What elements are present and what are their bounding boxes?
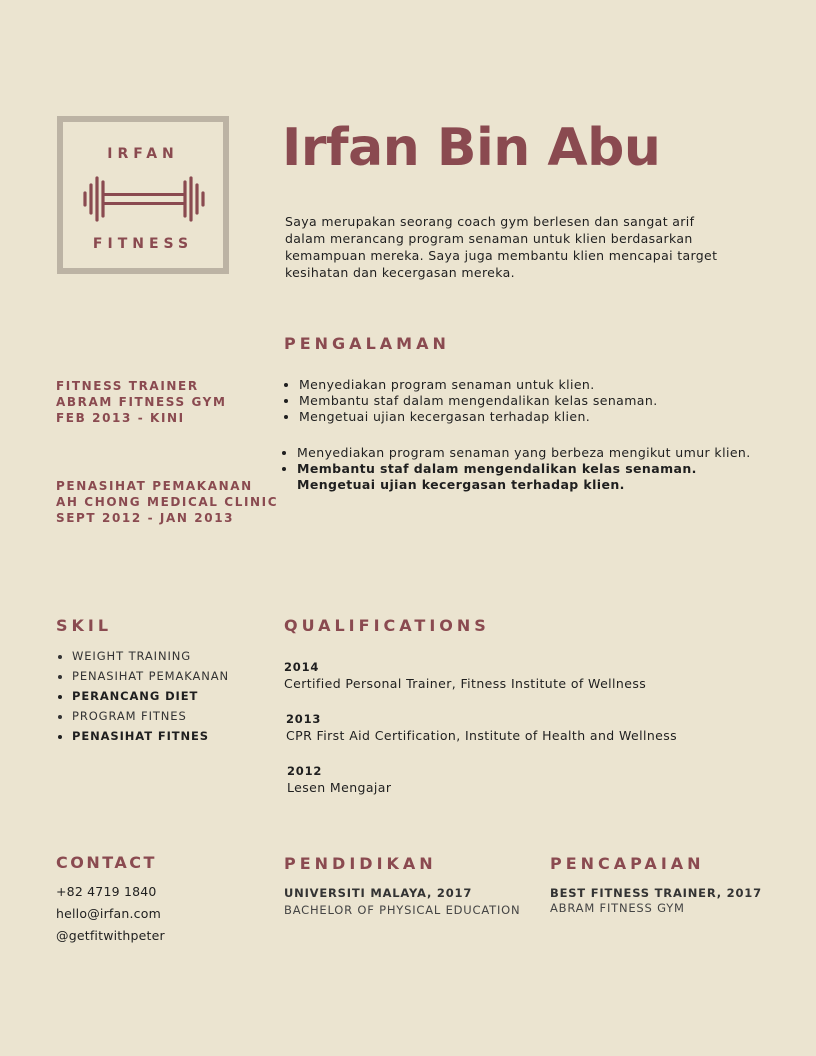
logo bbox=[57, 116, 229, 274]
duty-item: • Mengetuai ujian kecergasan terhadap klien. bbox=[299, 409, 658, 425]
duty-item: • Membantu staf dalam mengendalikan kelas senaman. bbox=[297, 461, 751, 477]
job-2-duties bbox=[282, 445, 751, 493]
qualification-item bbox=[284, 660, 646, 691]
barbell-icon bbox=[81, 176, 207, 222]
job-period: FEB 2013 - KINI bbox=[56, 411, 185, 425]
education-entry bbox=[284, 886, 520, 917]
qualification-text: Certified Personal Trainer, Fitness Institute of Wellness bbox=[284, 676, 647, 691]
contact-social: @getfitwithpeter bbox=[56, 928, 165, 943]
qualification-item bbox=[286, 712, 677, 743]
experience-heading: PENGALAMAN bbox=[284, 334, 450, 353]
achievement-entry bbox=[550, 886, 762, 915]
qualification-year: 2012 bbox=[287, 764, 323, 778]
achievement-title: BEST FITNESS TRAINER, 2017 bbox=[550, 886, 762, 900]
duty-item: • Membantu staf dalam mengendalikan kelas senaman. bbox=[299, 393, 658, 409]
person-name: Irfan Bin Abu bbox=[282, 118, 661, 178]
education-heading: PENDIDIKAN bbox=[284, 854, 437, 873]
qualification-year: 2014 bbox=[284, 660, 320, 674]
qualification-text: Lesen Mengajar bbox=[287, 780, 392, 795]
skill-item: • PENASIHAT PEMAKANAN bbox=[72, 666, 229, 686]
intro-paragraph: Saya merupakan seorang coach gym berlesen dan sangat arif dalam merancang program senaman untuk klien berdasarkan kemampuan mereka. Saya juga membantu klien mencapai target kesihatan dan kecergasan mereka. bbox=[285, 214, 718, 280]
qualification-year: 2013 bbox=[286, 712, 322, 726]
job-title: PENASIHAT PEMAKANAN bbox=[56, 479, 253, 493]
logo-bottom-text: FITNESS bbox=[92, 236, 194, 252]
job-period: SEPT 2012 - JAN 2013 bbox=[56, 511, 235, 525]
job-company: ABRAM FITNESS GYM bbox=[56, 395, 227, 409]
job-1-duties bbox=[284, 377, 658, 425]
job-company: AH CHONG MEDICAL CLINIC bbox=[56, 495, 279, 509]
skill-item: • WEIGHT TRAINING bbox=[72, 646, 229, 666]
achievement-org: ABRAM FITNESS GYM bbox=[550, 901, 685, 915]
skill-item: • PERANCANG DIET bbox=[72, 686, 229, 706]
contact-heading: CONTACT bbox=[56, 853, 157, 872]
job-title: FITNESS TRAINER bbox=[56, 379, 199, 393]
qualification-item bbox=[287, 764, 391, 795]
skills-heading: SKIL bbox=[56, 616, 113, 635]
education-degree: BACHELOR OF PHYSICAL EDUCATION bbox=[284, 903, 521, 917]
skills-list bbox=[56, 646, 229, 746]
duty-item: Mengetuai ujian kecergasan terhadap klien. bbox=[297, 477, 625, 492]
qualification-text: CPR First Aid Certification, Institute of Health and Wellness bbox=[286, 728, 678, 743]
skill-item: • PROGRAM FITNES bbox=[72, 706, 229, 726]
contact-phone: +82 4719 1840 bbox=[56, 884, 157, 899]
achievements-heading: PENCAPAIAN bbox=[550, 854, 705, 873]
contact-info bbox=[56, 881, 165, 947]
duty-item: • Menyediakan program senaman untuk klien. bbox=[299, 377, 658, 393]
contact-email: hello@irfan.com bbox=[56, 906, 161, 921]
job-1-info bbox=[56, 378, 227, 426]
duty-item: • Menyediakan program senaman yang berbeza mengikut umur klien. bbox=[297, 445, 751, 461]
education-school: UNIVERSITI MALAYA, 2017 bbox=[284, 886, 473, 900]
job-2-info bbox=[56, 478, 278, 526]
qualifications-heading: QUALIFICATIONS bbox=[284, 616, 490, 635]
skill-item: • PENASIHAT FITNES bbox=[72, 726, 229, 746]
logo-top-text: IRFAN bbox=[107, 146, 179, 162]
